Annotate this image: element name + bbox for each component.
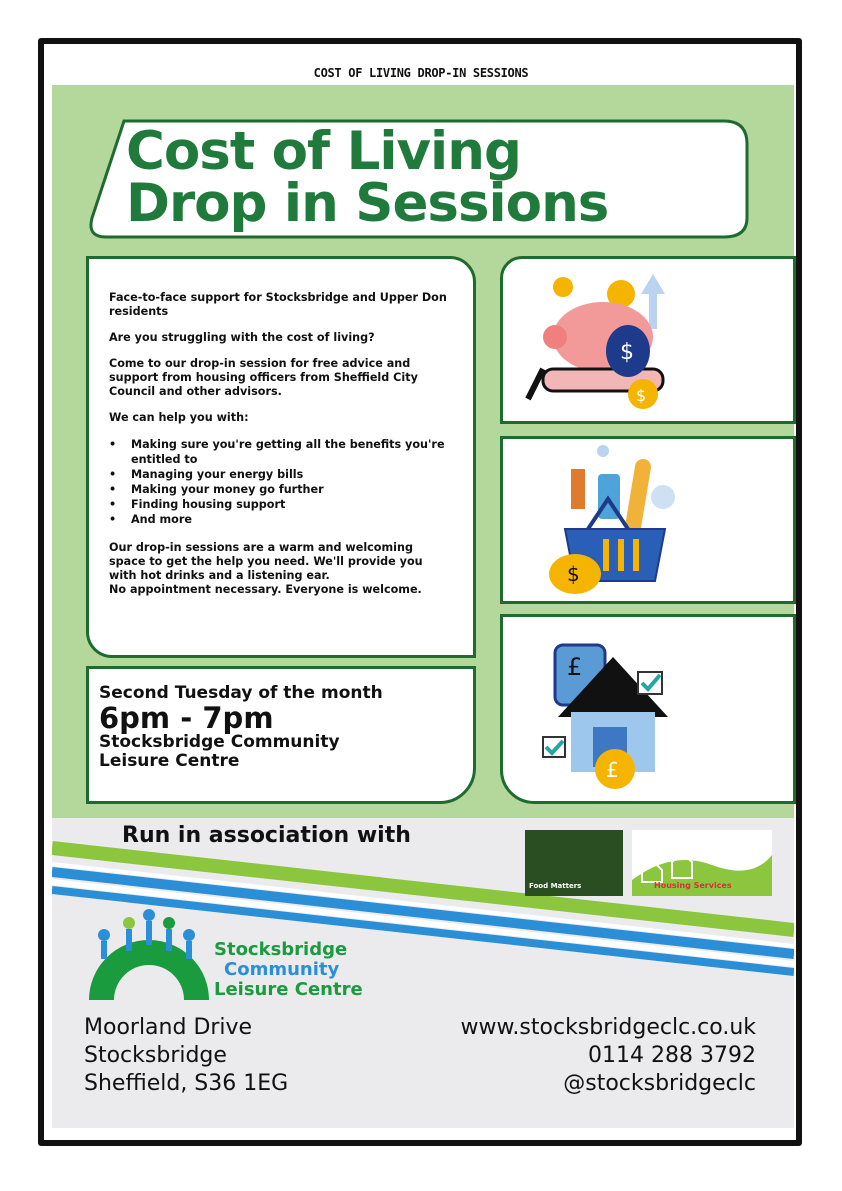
list-item: • Making sure you're getting all the benefits you're entitled to bbox=[109, 437, 451, 467]
website-link[interactable]: www.stocksbridgeclc.co.uk bbox=[460, 1015, 756, 1040]
info-invite: Come to our drop-in session for free advice and support from housing officers from Sheffield City Council and other advisors. bbox=[109, 357, 418, 398]
svg-text:$: $ bbox=[636, 386, 647, 405]
phone-number: 0114 288 3792 bbox=[588, 1043, 756, 1068]
address-line2: Stocksbridge bbox=[84, 1043, 227, 1068]
svg-text:£: £ bbox=[606, 758, 619, 782]
social-handle[interactable]: @stocksbridgeclc bbox=[563, 1071, 756, 1096]
svg-text:£: £ bbox=[567, 653, 583, 681]
food-matters-logo bbox=[525, 830, 623, 896]
session-day: Second Tuesday of the month bbox=[99, 683, 383, 703]
info-welcome: Our drop-in sessions are a warm and welcoming space to get the help you need. We'll provide you with hot drinks and a listening ear. bbox=[109, 541, 423, 582]
piggy-bank-panel bbox=[500, 256, 796, 424]
address-block bbox=[84, 1014, 288, 1098]
info-panel bbox=[86, 256, 476, 658]
housing-services-logo-text: Housing Services bbox=[654, 881, 732, 890]
svg-text:$: $ bbox=[620, 340, 634, 365]
hero-title-line1: Cost of Living bbox=[126, 121, 521, 182]
info-intro: Face-to-face support for Stocksbridge and Upper Don residents bbox=[109, 291, 447, 318]
brand-line3: Leisure Centre bbox=[214, 979, 363, 1000]
house-panel bbox=[500, 614, 796, 804]
brand-line1: Stocksbridge bbox=[214, 939, 348, 960]
leisure-centre-name bbox=[214, 940, 363, 1000]
svg-text:$: $ bbox=[567, 562, 580, 586]
food-matters-logo-text: Food Matters bbox=[529, 882, 582, 890]
help-list bbox=[109, 437, 451, 527]
association-label: Run in association with bbox=[122, 823, 411, 848]
shopping-basket-icon bbox=[503, 439, 793, 601]
piggy-bank-icon bbox=[503, 259, 793, 421]
hero-title bbox=[126, 121, 609, 234]
hero-title-line2: Drop in Sessions bbox=[126, 173, 609, 234]
session-venue: Stocksbridge Community Leisure Centre bbox=[99, 732, 340, 771]
address-line1: Moorland Drive bbox=[84, 1015, 253, 1040]
shopping-basket-panel bbox=[500, 436, 796, 604]
house-icon bbox=[503, 617, 793, 801]
brand-line2: Community bbox=[224, 959, 340, 980]
list-item: • Finding housing support bbox=[109, 497, 451, 512]
page-header: COST OF LIVING DROP-IN SESSIONS bbox=[313, 66, 529, 80]
session-time: 6pm - 7pm bbox=[99, 701, 274, 735]
info-help-heading: We can help you with: bbox=[109, 411, 249, 424]
list-item: • And more bbox=[109, 512, 451, 527]
contact-block bbox=[460, 1014, 756, 1098]
list-item: • Managing your energy bills bbox=[109, 467, 451, 482]
info-no-appointment: No appointment necessary. Everyone is welcome. bbox=[109, 583, 422, 596]
info-question: Are you struggling with the cost of living? bbox=[109, 331, 375, 344]
housing-services-logo bbox=[632, 830, 772, 896]
leisure-centre-logo bbox=[84, 905, 214, 1005]
list-item: • Making your money go further bbox=[109, 482, 451, 497]
address-line3: Sheffield, S36 1EG bbox=[84, 1071, 289, 1096]
session-panel bbox=[86, 666, 476, 804]
